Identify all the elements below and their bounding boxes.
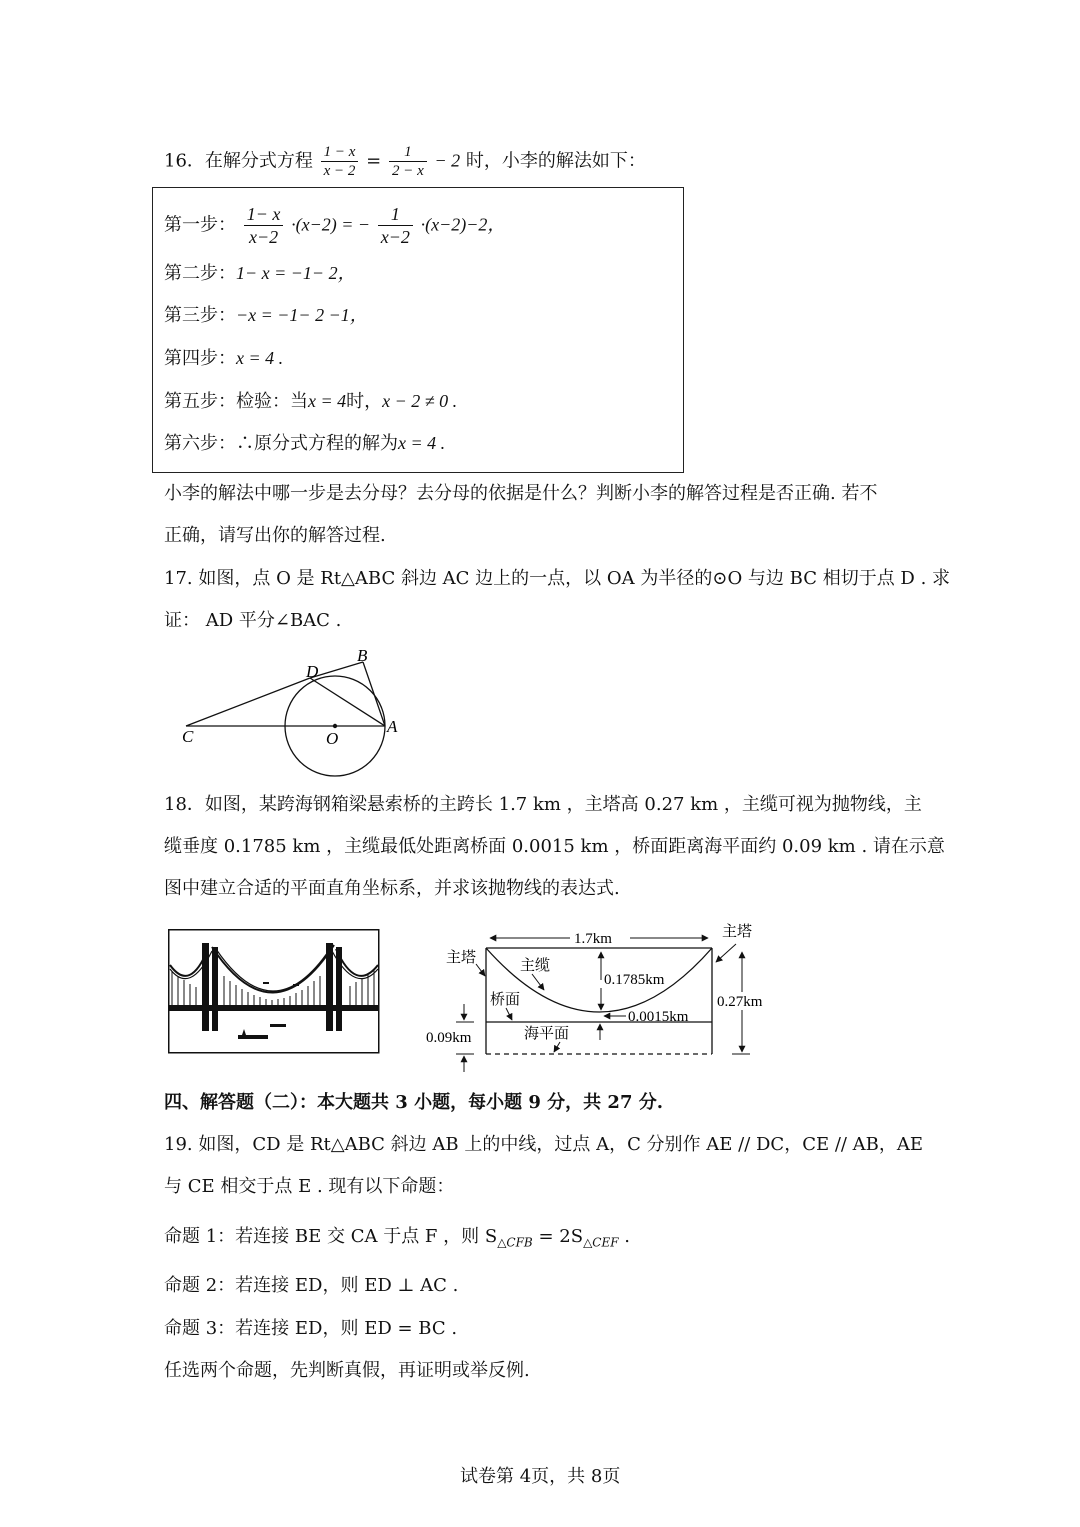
label-height: 0.27km [717, 994, 763, 1010]
q19-proposition-3: 命题 3：若连接 ED，则 ED = BC . [164, 1318, 458, 1339]
label-a: A [387, 717, 398, 736]
heading-part-a: 四、解答题（二）：本大题共 [164, 1092, 396, 1113]
q16-question-line-1: 小李的解法中哪一步是去分母？去分母的依据是什么？判断小李的解答过程是否正确. 若不 [164, 483, 878, 504]
heading-points-total: 27 [607, 1092, 633, 1113]
label-gap: 0.0015km [628, 1009, 689, 1025]
tower-right [326, 943, 333, 1031]
step1-f1-num: 1− x [244, 203, 284, 226]
heading-part-b: 小题，每小题 [407, 1092, 529, 1113]
step4-expr: x = 4 . [236, 348, 284, 368]
step5-text-d: x − 2 ≠ 0 . [382, 391, 458, 411]
q16-intro [164, 143, 646, 180]
label-deck: 桥面 [490, 992, 521, 1008]
step6-text-b: x = 4 . [398, 433, 446, 453]
bridge-schematic [420, 918, 776, 1076]
q19-task: 任选两个命题，先判断真假，再证明或举反例. [164, 1360, 530, 1381]
label-tower-right: 主塔 [722, 924, 753, 940]
heading-points-each: 9 [528, 1092, 541, 1113]
tower-left [202, 943, 209, 1031]
page-footer: 试卷第 4页，共 8页 [460, 1466, 621, 1487]
step3-label: 第三步： [164, 305, 236, 326]
step1-f1-den: x−2 [248, 227, 279, 247]
heading-count: 3 [395, 1092, 408, 1113]
step6-label: 第六步： [164, 433, 236, 454]
q16-rhs-num: 1 [389, 143, 427, 162]
bridge-deck [168, 1005, 379, 1011]
q16-rhs-fraction [389, 143, 427, 180]
step1-tail: ·(x−2)−2， [420, 214, 506, 235]
q16-lhs-num: 1 − x [321, 143, 359, 162]
p1-text-b: = 2S [532, 1226, 584, 1247]
p1-sub-1: △CFB [497, 1235, 533, 1250]
step4-label: 第四步： [164, 348, 236, 369]
q17-line-2: 证： AD 平分∠BAC . [164, 610, 342, 631]
q17-figure [170, 640, 410, 780]
line-da [310, 678, 385, 726]
section-4-heading [164, 1090, 663, 1116]
q19-proposition-1 [164, 1224, 630, 1256]
center-o-dot [333, 724, 337, 728]
q16-rhs-den: 2 − x [391, 163, 424, 179]
step1-f2-den: x−2 [380, 227, 410, 247]
q16-step5 [164, 388, 457, 415]
q16-lhs-den: x − 2 [323, 163, 356, 179]
q18-line-3: 图中建立合适的平面直角坐标系，并求该抛物线的表达式. [164, 878, 620, 899]
heading-part-d: 分. [632, 1092, 664, 1113]
bridge-illustration [168, 929, 380, 1055]
label-d: D [306, 662, 319, 681]
p1-sub-2: △CEF [583, 1235, 619, 1250]
step1-fraction-2 [378, 203, 413, 248]
q16-step2 [164, 260, 356, 287]
step5-text-b: x = 4 [308, 391, 347, 411]
q16-step4 [164, 345, 283, 372]
q16-question-line-2: 正确，请写出你的解答过程. [164, 525, 386, 546]
step1-mid: ·(x−2) = − [291, 214, 371, 235]
q16-step1 [164, 203, 505, 248]
step5-text-c: 时， [346, 391, 383, 412]
label-cable: 主缆 [520, 958, 551, 974]
label-c: C [182, 727, 194, 746]
q16-lhs-fraction [321, 143, 359, 180]
step2-expr: 1− x = −1− 2， [236, 263, 356, 283]
label-span: 1.7km [574, 931, 612, 947]
step1-f2-num: 1 [378, 203, 413, 226]
label-o: O [326, 729, 339, 748]
step6-text-a: ∴原分式方程的解为 [236, 433, 398, 454]
q19-proposition-2: 命题 2：若连接 ED，则 ED ⊥ AC . [164, 1275, 459, 1296]
step5-text-a: 检验：当 [236, 391, 308, 412]
step5-label: 第五步： [164, 391, 236, 412]
q18-line-1: 18．如图，某跨海钢箱梁悬索桥的主跨长 1.7 km ，主塔高 0.27 km ，主缆可视为抛物线，主 [164, 794, 922, 815]
label-sag: 0.1785km [604, 972, 665, 988]
p1-text-a: 命题 1：若连接 BE 交 CA 于点 F ，则 S [164, 1226, 498, 1247]
step1-fraction-1 [244, 203, 284, 248]
q18-line-2: 缆垂度 0.1785 km ，主缆最低处距离桥面 0.0015 km ，桥面距离海平面约 0.09 km . 请在示意 [164, 836, 945, 857]
q19-line-1: 19. 如图，CD 是 Rt△ABC 斜边 AB 上的中线，过点 A，C 分别作 AE // DC，CE // AB，AE [164, 1134, 924, 1155]
q19-line-2: 与 CE 相交于点 E . 现有以下命题： [164, 1176, 455, 1197]
q16-step6 [164, 430, 445, 457]
step3-expr: −x = −1− 2 −1， [236, 305, 368, 325]
p1-text-c: . [618, 1226, 631, 1247]
q16-step3 [164, 302, 368, 329]
label-tower-left: 主塔 [446, 950, 477, 966]
q16-intro-text: 16．在解分式方程 [164, 150, 313, 172]
q16-eq-tail: − 2 [434, 150, 461, 171]
step2-label: 第二步： [164, 263, 236, 284]
q17-line-1: 17. 如图，点 O 是 Rt△ABC 斜边 AC 边上的一点，以 OA 为半径的⊙O 与边 BC 相切于点 D . 求 [164, 568, 951, 589]
q16-equals: = [366, 150, 382, 172]
label-deck-sea: 0.09km [426, 1030, 472, 1046]
heading-part-c: 分，共 [540, 1092, 608, 1113]
step1-label: 第一步： [164, 214, 236, 236]
label-b: B [357, 646, 368, 665]
label-sea: 海平面 [524, 1026, 570, 1042]
q16-intro-text-2: 时，小李的解法如下： [465, 150, 646, 172]
